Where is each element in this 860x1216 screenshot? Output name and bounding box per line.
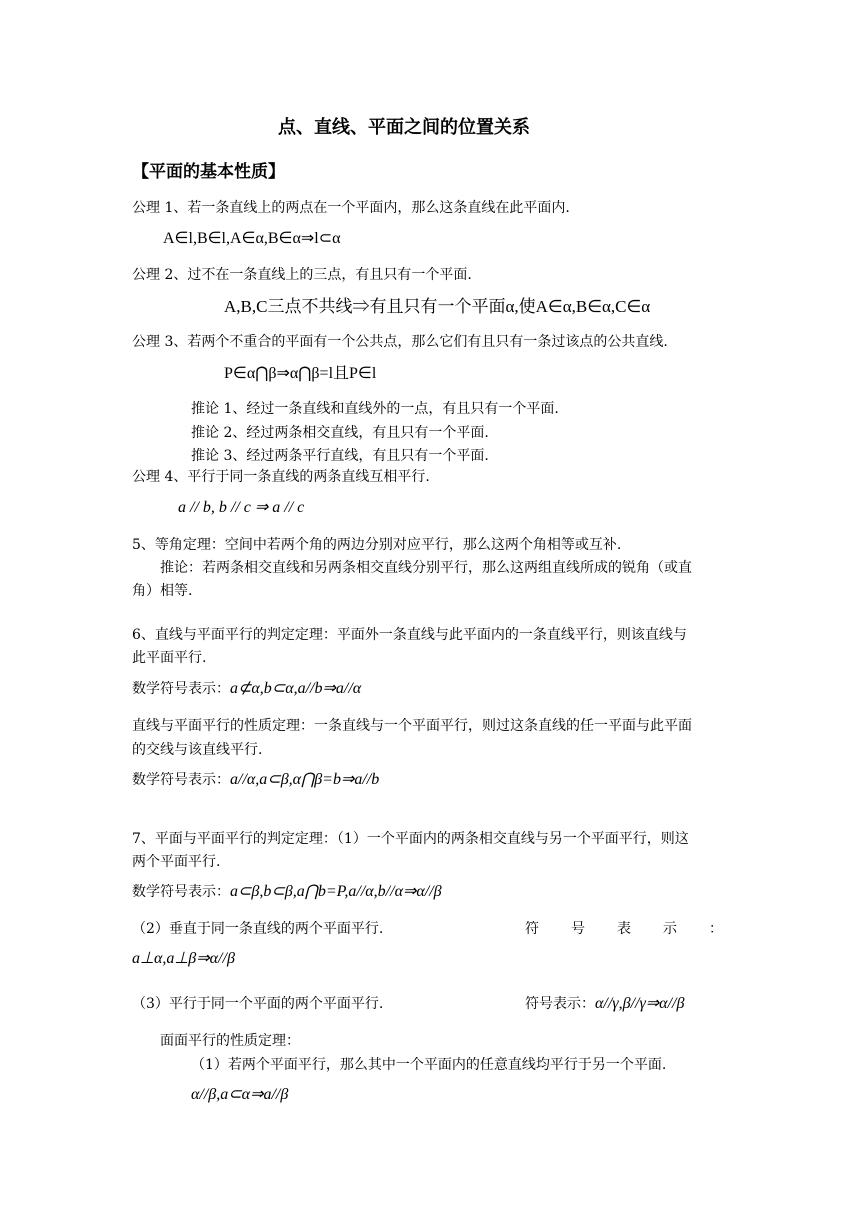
part-2-label-char: 表 — [617, 921, 631, 937]
item-6-property-label: 数学符号表示： — [132, 772, 230, 788]
item-7-property-heading: 面面平行的性质定理： — [160, 1033, 300, 1049]
item-6-property-line-1: 直线与平面平行的性质定理：一条直线与一个平面平行，则过这条直线的任一平面与此平面 — [132, 718, 692, 734]
item-6-symbol-row — [132, 679, 361, 699]
item-7-part-2-label — [525, 919, 723, 939]
item-7-part-3-text: （3）平行于同一个平面的两个平面平行. — [132, 996, 384, 1012]
part-2-label-char: 号 — [571, 921, 585, 937]
item-6-symbol-formula: a⊄α,b⊂α,a//b⇒a//α — [230, 680, 362, 697]
item-7-symbol-row — [132, 882, 442, 902]
item-6-line-2: 此平面平行. — [132, 650, 207, 666]
item-7-symbol-label: 数学符号表示： — [132, 884, 230, 900]
item-6-property-row — [132, 770, 379, 790]
page-title: 点、直线、平面之间的位置关系 — [278, 117, 530, 138]
item-7-part-3-label: 符号表示： — [525, 996, 595, 1012]
item-7-line-1: 7、平面与平面平行的判定定理：（1）一个平面内的两条相交直线与另一个平面平行，则这 — [132, 831, 689, 847]
corollary-3: 推论 3、经过两条平行直线，有且只有一个平面. — [191, 448, 489, 464]
item-7-part-2-text: （2）垂直于同一条直线的两个平面平行. — [132, 921, 384, 937]
axiom-3-formula: P∈α⋂β⇒α⋂β=l且P∈l — [224, 365, 377, 382]
item-7-part-2-formula: a⊥α,a⊥β⇒α//β — [132, 950, 235, 967]
part-2-label-char: 示 — [663, 921, 677, 937]
axiom-2-formula: A,B,C三点不共线⇒有且只有一个平面α,使A∈α,B∈α,C∈α — [224, 297, 651, 316]
item-7-line-2: 两个平面平行. — [132, 854, 221, 870]
axiom-4-formula: a // b, b // c ⇒ a // c — [178, 499, 305, 516]
item-7-symbol-formula: a⊂β,b⊂β,a⋂b=P,a//α,b//α⇒α//β — [230, 883, 442, 900]
item-6-line-1: 6、直线与平面平行的判定定理：平面外一条直线与此平面内的一条直线平行，则该直线与 — [132, 627, 687, 643]
item-5-text: 5、等角定理：空间中若两个角的两边分别对应平行，那么这两个角相等或互补. — [132, 537, 622, 553]
axiom-1-text: 公理 1、若一条直线上的两点在一个平面内，那么这条直线在此平面内. — [132, 200, 570, 216]
corollary-1: 推论 1、经过一条直线和直线外的一点，有且只有一个平面. — [191, 401, 559, 417]
part-2-label-char: 符 — [525, 921, 539, 937]
item-7-property-1-formula: α//β,a⊂α⇒a//β — [191, 1086, 289, 1103]
item-5-corollary-line-1: 推论：若两条相交直线和另两条相交直线分别平行，那么这两组直线所成的锐角（或直 — [160, 560, 692, 576]
item-7-part-3-row — [525, 994, 684, 1014]
axiom-1-formula: A∈l,B∈l,A∈α,B∈α⇒l⊂α — [163, 230, 341, 247]
axiom-3-text: 公理 3、若两个不重合的平面有一个公共点，那么它们有且只有一条过该点的公共直线. — [132, 334, 668, 350]
axiom-4-text: 公理 4、平行于同一条直线的两条直线互相平行. — [132, 469, 430, 485]
part-2-label-char: ： — [709, 921, 723, 937]
item-6-property-line-2: 的交线与该直线平行. — [132, 742, 263, 758]
section-heading: 【平面的基本性质】 — [132, 162, 285, 182]
item-7-part-3-formula: α//γ,β//γ⇒α//β — [595, 995, 685, 1012]
item-7-property-1-text: （1）若两个平面平行，那么其中一个平面内的任意直线均平行于另一个平面. — [191, 1057, 667, 1073]
item-6-property-formula: a//α,a⊂β,α⋂β=b⇒a//b — [230, 771, 380, 788]
item-6-symbol-label: 数学符号表示： — [132, 681, 230, 697]
corollary-2: 推论 2、经过两条相交直线，有且只有一个平面. — [191, 425, 489, 441]
item-5-corollary-line-2: 角）相等. — [132, 583, 193, 599]
axiom-2-text: 公理 2、过不在一条直线上的三点，有且只有一个平面. — [132, 267, 472, 283]
